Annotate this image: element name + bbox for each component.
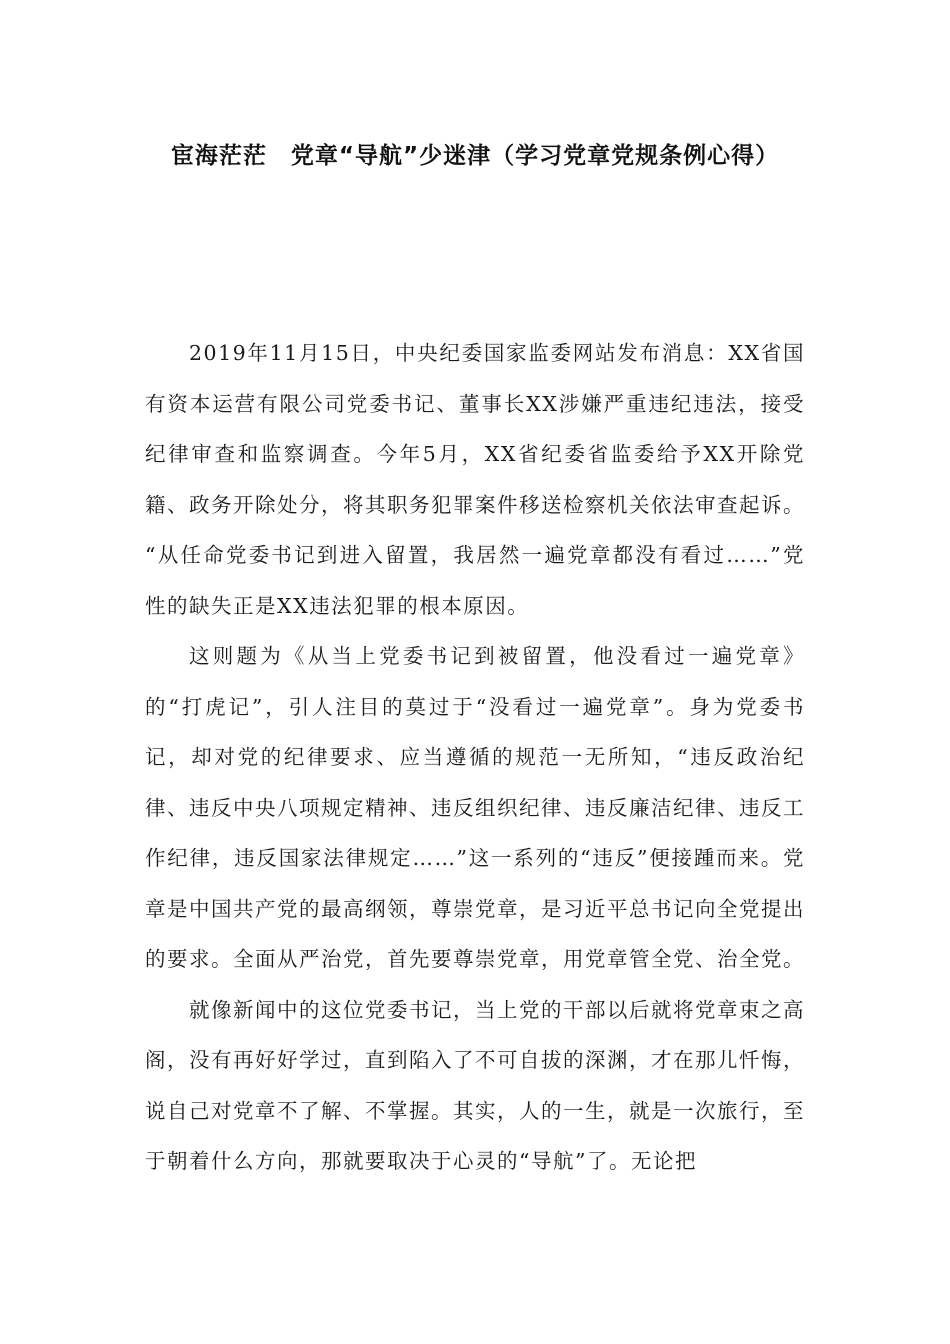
- document-body: [145, 328, 805, 1187]
- paragraph-3: 这则题为《从当上党委书记到被留置，他没看过一遍党章》的“打虎记”，引人注目的莫过于“没看过一遍党章”。身为党委书记，却对党的纪律要求、应当遵循的规范一无所知，“违反政治纪律、违反中央八项规定精神、违反组织纪律、违反廉洁纪律、违反工作纪律，违反国家法律规定……”这一系列的“违反”便接踵而来。党章是中国共产党的最高纲领，尊崇党章，是习近平总书记向全党提出的要求。全面从严治党，首先要尊崇党章，用党章管全党、治全党。: [145, 644, 805, 971]
- paragraph-4: 就像新闻中的这位党委书记，当上党的干部以后就将党章束之高阁，没有再好好学过，直到陷入了不可自拔的深渊，才在那儿忏悔，说自己对党章不了解、不掌握。其实，人的一生，就是一次旅行，至于朝着什么方向，那就要取决于心灵的“导航”了。无论把: [145, 997, 805, 1173]
- paragraph-2: “从任命党委书记到进入留置，我居然一遍党章都没有看过……”党性的缺失正是XX违法犯罪的根本原因。: [145, 543, 805, 618]
- paragraph-1: 2019年11月15日，中央纪委国家监委网站发布消息：XX省国有资本运营有限公司党委书记、董事长XX涉嫌严重违纪违法，接受纪律审查和监察调查。今年5月，XX省纪委省监委给予XX开除党籍、政务开除处分，将其职务犯罪案件移送检察机关依法审查起诉。: [145, 341, 805, 517]
- document-title: 宦海茫茫 党章“导航”少迷津（学习党章党规条例心得）: [170, 143, 780, 169]
